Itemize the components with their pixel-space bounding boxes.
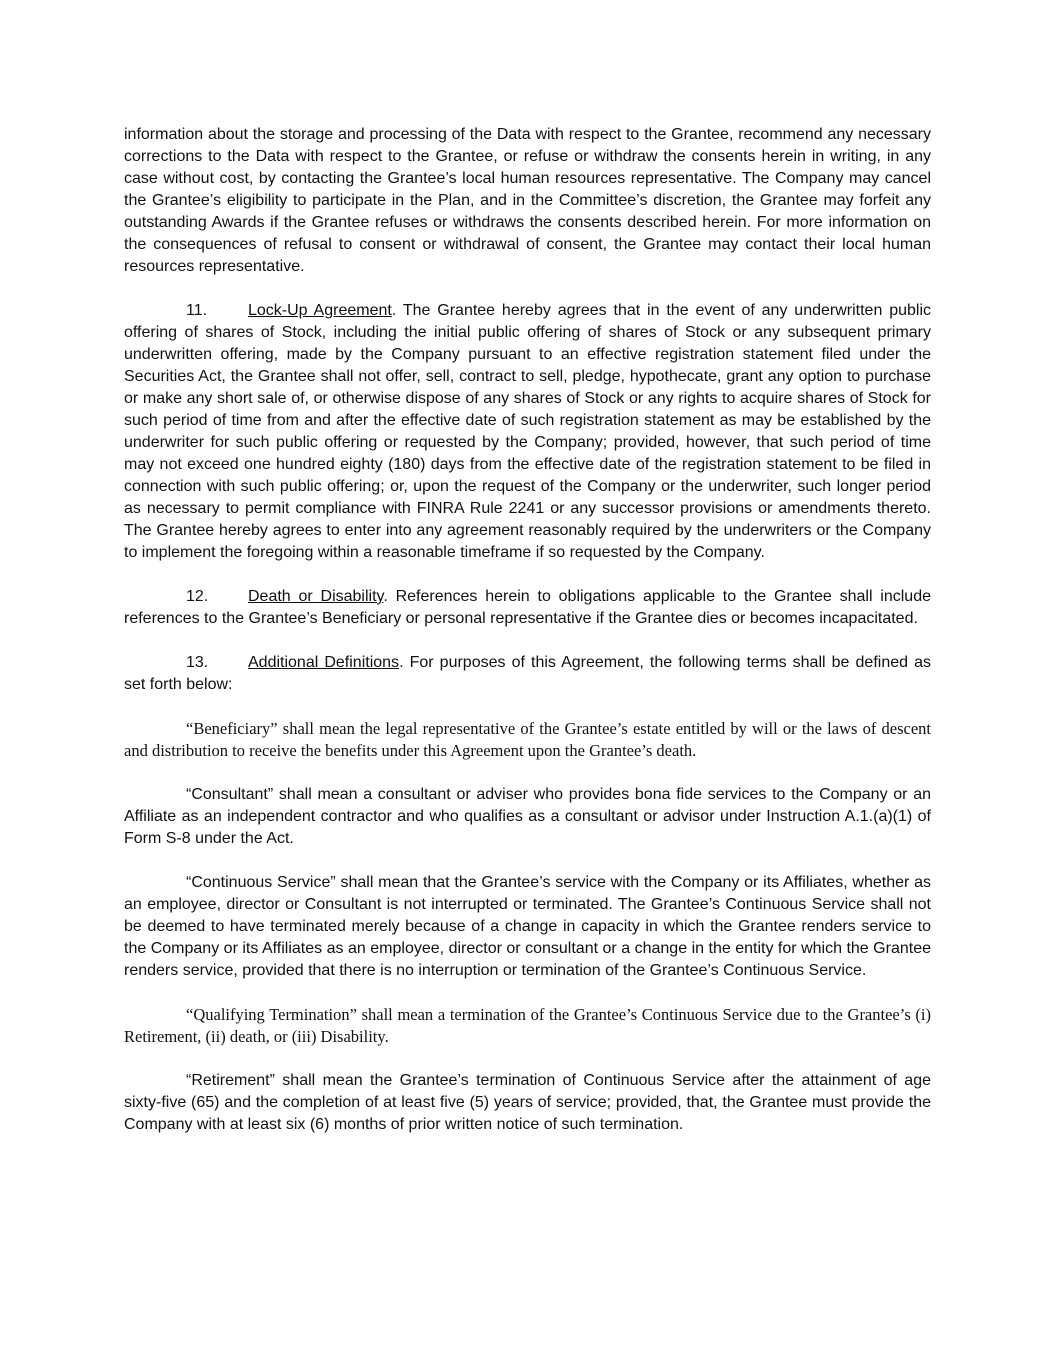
definition-qualifying-termination: “Qualifying Termination” shall mean a termination of the Grantee’s Continuous Service due to the Grantee’s (i) Retirement, (ii) death, or (iii) Disability. [124,1005,931,1046]
section-heading: Lock-Up Agreement [248,302,392,319]
definition-beneficiary: “Beneficiary” shall mean the legal representative of the Grantee’s estate entitled by will or the laws of descent and distribution to receive the benefits under this Agreement upon the Grantee’s death. [124,719,931,760]
section-additional-definitions [124,652,931,696]
section-body: . For purposes of this Agreement, the following terms shall be defined as set forth below: [124,654,931,693]
section-lock-up-agreement [124,300,931,564]
section-heading: Death or Disability [248,588,384,605]
section-number: 11. [186,302,208,319]
document-page [124,124,931,1158]
section-number: 12. [186,588,209,605]
section-body: . References herein to obligations applicable to the Grantee shall include references to the Grantee’s Beneficiary or personal representative if the Grantee dies or becomes incapacitated. [124,588,932,627]
paragraph-data-consent-continued: information about the storage and processing of the Data with respect to the Grantee, recommend any necessary corrections to the Data with respect to the Grantee, or refuse or withdraw the consents herein in writing, in any case without cost, by contacting the Grantee’s local human resources representative. The Company may cancel the Grantee’s eligibility to participate in the Plan, and in the Committee’s discretion, the Grantee may forfeit any outstanding Awards if the Grantee refuses or withdraws the consents described herein. For more information on the consequences of refusal to consent or withdrawal of consent, the Grantee may contact their local human resources representative. [124,126,931,275]
section-number: 13. [186,654,209,671]
definition-consultant: “Consultant” shall mean a consultant or adviser who provides bona fide services to the Company or an Affiliate as an independent contractor and who qualifies as a consultant or advisor under Instruction A.1.(a)(1) of Form S-8 under the Act. [124,786,931,847]
section-death-or-disability [124,586,931,630]
definition-continuous-service: “Continuous Service” shall mean that the Grantee’s service with the Company or its Affiliates, whether as an employee, director or Consultant is not interrupted or terminated. The Grantee’s Continuous Service shall not be deemed to have terminated merely because of a change in capacity in which the Grantee renders service to the Company or its Affiliates as an employee, director or consultant or a change in the entity for which the Grantee renders service, provided that there is no interruption or termination of the Grantee’s Continuous Service. [124,874,931,979]
section-body: . The Grantee hereby agrees that in the event of any underwritten public offering of shares of Stock, including the initial public offering of shares of Stock or any subsequent primary underwritten offering, made by the Company pursuant to an effective registration statement filed under the Securities Act, the Grantee shall not offer, sell, contract to sell, pledge, hypothecate, grant any option to purchase or make any short sale of, or otherwise dispose of any shares of Stock or any rights to acquire shares of Stock for such period of time from and after the effective date of such registration statement as may be established by the underwriter for such public offering or requested by the Company; provided, however, that such period of time may not exceed one hundred eighty (180) days from the effective date of the registration statement to be filed in connection with such public offering; or, upon the request of the Company or the underwriter, such longer period as necessary to permit compliance with FINRA Rule 2241 or any successor provisions or amendments thereto. The Grantee hereby agrees to enter into any agreement reasonably required by the underwriters or the Company to implement the foregoing within a reasonable timeframe if so requested by the Company. [124,302,932,561]
definition-retirement: “Retirement” shall mean the Grantee’s termination of Continuous Service after the attainment of age sixty-five (65) and the completion of at least five (5) years of service; provided, that, the Grantee must provide the Company with at least six (6) months of prior written notice of such termination. [124,1072,931,1133]
section-heading: Additional Definitions [248,654,400,671]
